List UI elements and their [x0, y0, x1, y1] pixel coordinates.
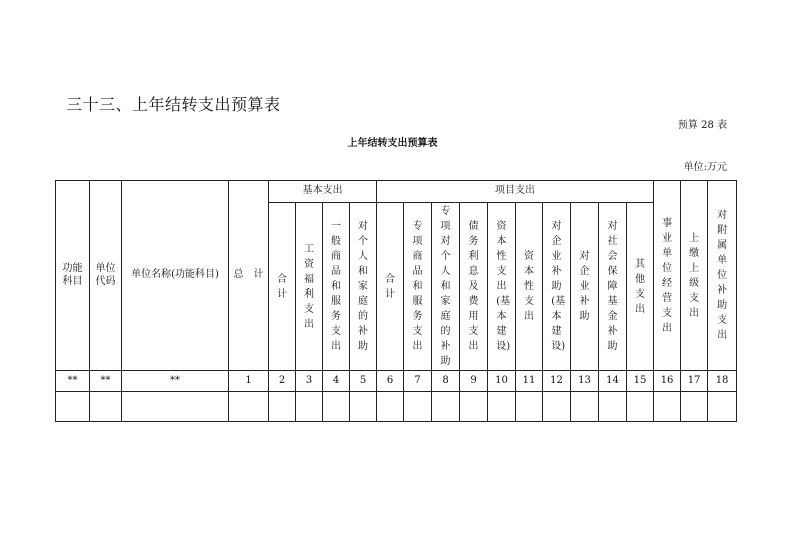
header-proj-capital-basic: 资本性支出(基本建设) — [488, 203, 516, 371]
page-heading: 三十三、上年结转支出预算表 — [66, 95, 281, 114]
code-cell: ** — [56, 371, 90, 392]
data-cell — [654, 392, 681, 422]
code-cell: 10 — [488, 371, 516, 392]
data-cell — [269, 392, 296, 422]
header-project-group: 项目支出 — [377, 181, 654, 203]
data-cell — [708, 392, 737, 422]
code-cell: 8 — [432, 371, 460, 392]
header-affiliated: 对附属单位补助支出 — [708, 181, 737, 371]
code-cell: 14 — [599, 371, 627, 392]
header-func-code: 功能科目 — [56, 181, 90, 371]
header-row-groups — [56, 181, 737, 203]
form-number: 预算 28 表 — [677, 120, 727, 131]
header-proj-social: 对社会保障基金补助 — [599, 203, 627, 371]
code-cell: 13 — [571, 371, 599, 392]
header-basic-subsidy: 对个人和家庭的补助 — [350, 203, 377, 371]
code-cell: 3 — [296, 371, 323, 392]
data-cell — [229, 392, 269, 422]
header-proj-other: 其他支出 — [627, 203, 654, 371]
code-cell: 6 — [377, 371, 404, 392]
header-unit-code: 单位代码 — [90, 181, 122, 371]
header-upper-pay: 上缴上级支出 — [681, 181, 708, 371]
header-basic-total: 合计 — [269, 203, 296, 371]
data-cell — [681, 392, 708, 422]
data-cell — [122, 392, 229, 422]
header-basic-group: 基本支出 — [269, 181, 377, 203]
data-cell — [90, 392, 122, 422]
header-total: 总 计 — [229, 181, 269, 371]
header-public-unit: 事业单位经营支出 — [654, 181, 681, 371]
header-proj-debt: 债务利息及费用支出 — [460, 203, 488, 371]
table-title: 上年结转支出预算表 — [347, 138, 438, 149]
data-cell — [56, 392, 90, 422]
data-cell — [377, 392, 404, 422]
code-cell: 17 — [681, 371, 708, 392]
header-proj-ent-basic: 对企业补助(基本建设) — [543, 203, 571, 371]
header-unit-name: 单位名称(功能科目) — [122, 181, 229, 371]
data-cell — [432, 392, 460, 422]
header-basic-goods: 一般商品和服务支出 — [323, 203, 350, 371]
data-cell — [599, 392, 627, 422]
data-cell — [404, 392, 432, 422]
code-cell: 15 — [627, 371, 654, 392]
data-cell — [350, 392, 377, 422]
unit-label: 单位:万元 — [683, 162, 727, 173]
code-cell: 18 — [708, 371, 737, 392]
header-basic-salary: 工资福利支出 — [296, 203, 323, 371]
code-cell: ** — [122, 371, 229, 392]
data-cell — [460, 392, 488, 422]
code-row — [56, 371, 737, 392]
data-cell — [488, 392, 516, 422]
code-cell: 9 — [460, 371, 488, 392]
data-cell — [571, 392, 599, 422]
header-proj-ent: 对企业补助 — [571, 203, 599, 371]
code-cell: 1 — [229, 371, 269, 392]
code-cell: 4 — [323, 371, 350, 392]
code-cell: 7 — [404, 371, 432, 392]
code-cell: 5 — [350, 371, 377, 392]
data-cell — [516, 392, 543, 422]
header-proj-special: 专项商品和服务支出 — [404, 203, 432, 371]
header-proj-capital: 资本性支出 — [516, 203, 543, 371]
code-cell: ** — [90, 371, 122, 392]
code-cell: 16 — [654, 371, 681, 392]
data-row — [56, 392, 737, 422]
data-cell — [296, 392, 323, 422]
code-cell: 12 — [543, 371, 571, 392]
code-cell: 2 — [269, 371, 296, 392]
header-proj-personal: 专项对个人和家庭的补助 — [432, 203, 460, 371]
budget-table — [55, 180, 737, 422]
header-proj-total: 合计 — [377, 203, 404, 371]
data-cell — [323, 392, 350, 422]
code-cell: 11 — [516, 371, 543, 392]
data-cell — [627, 392, 654, 422]
data-cell — [543, 392, 571, 422]
